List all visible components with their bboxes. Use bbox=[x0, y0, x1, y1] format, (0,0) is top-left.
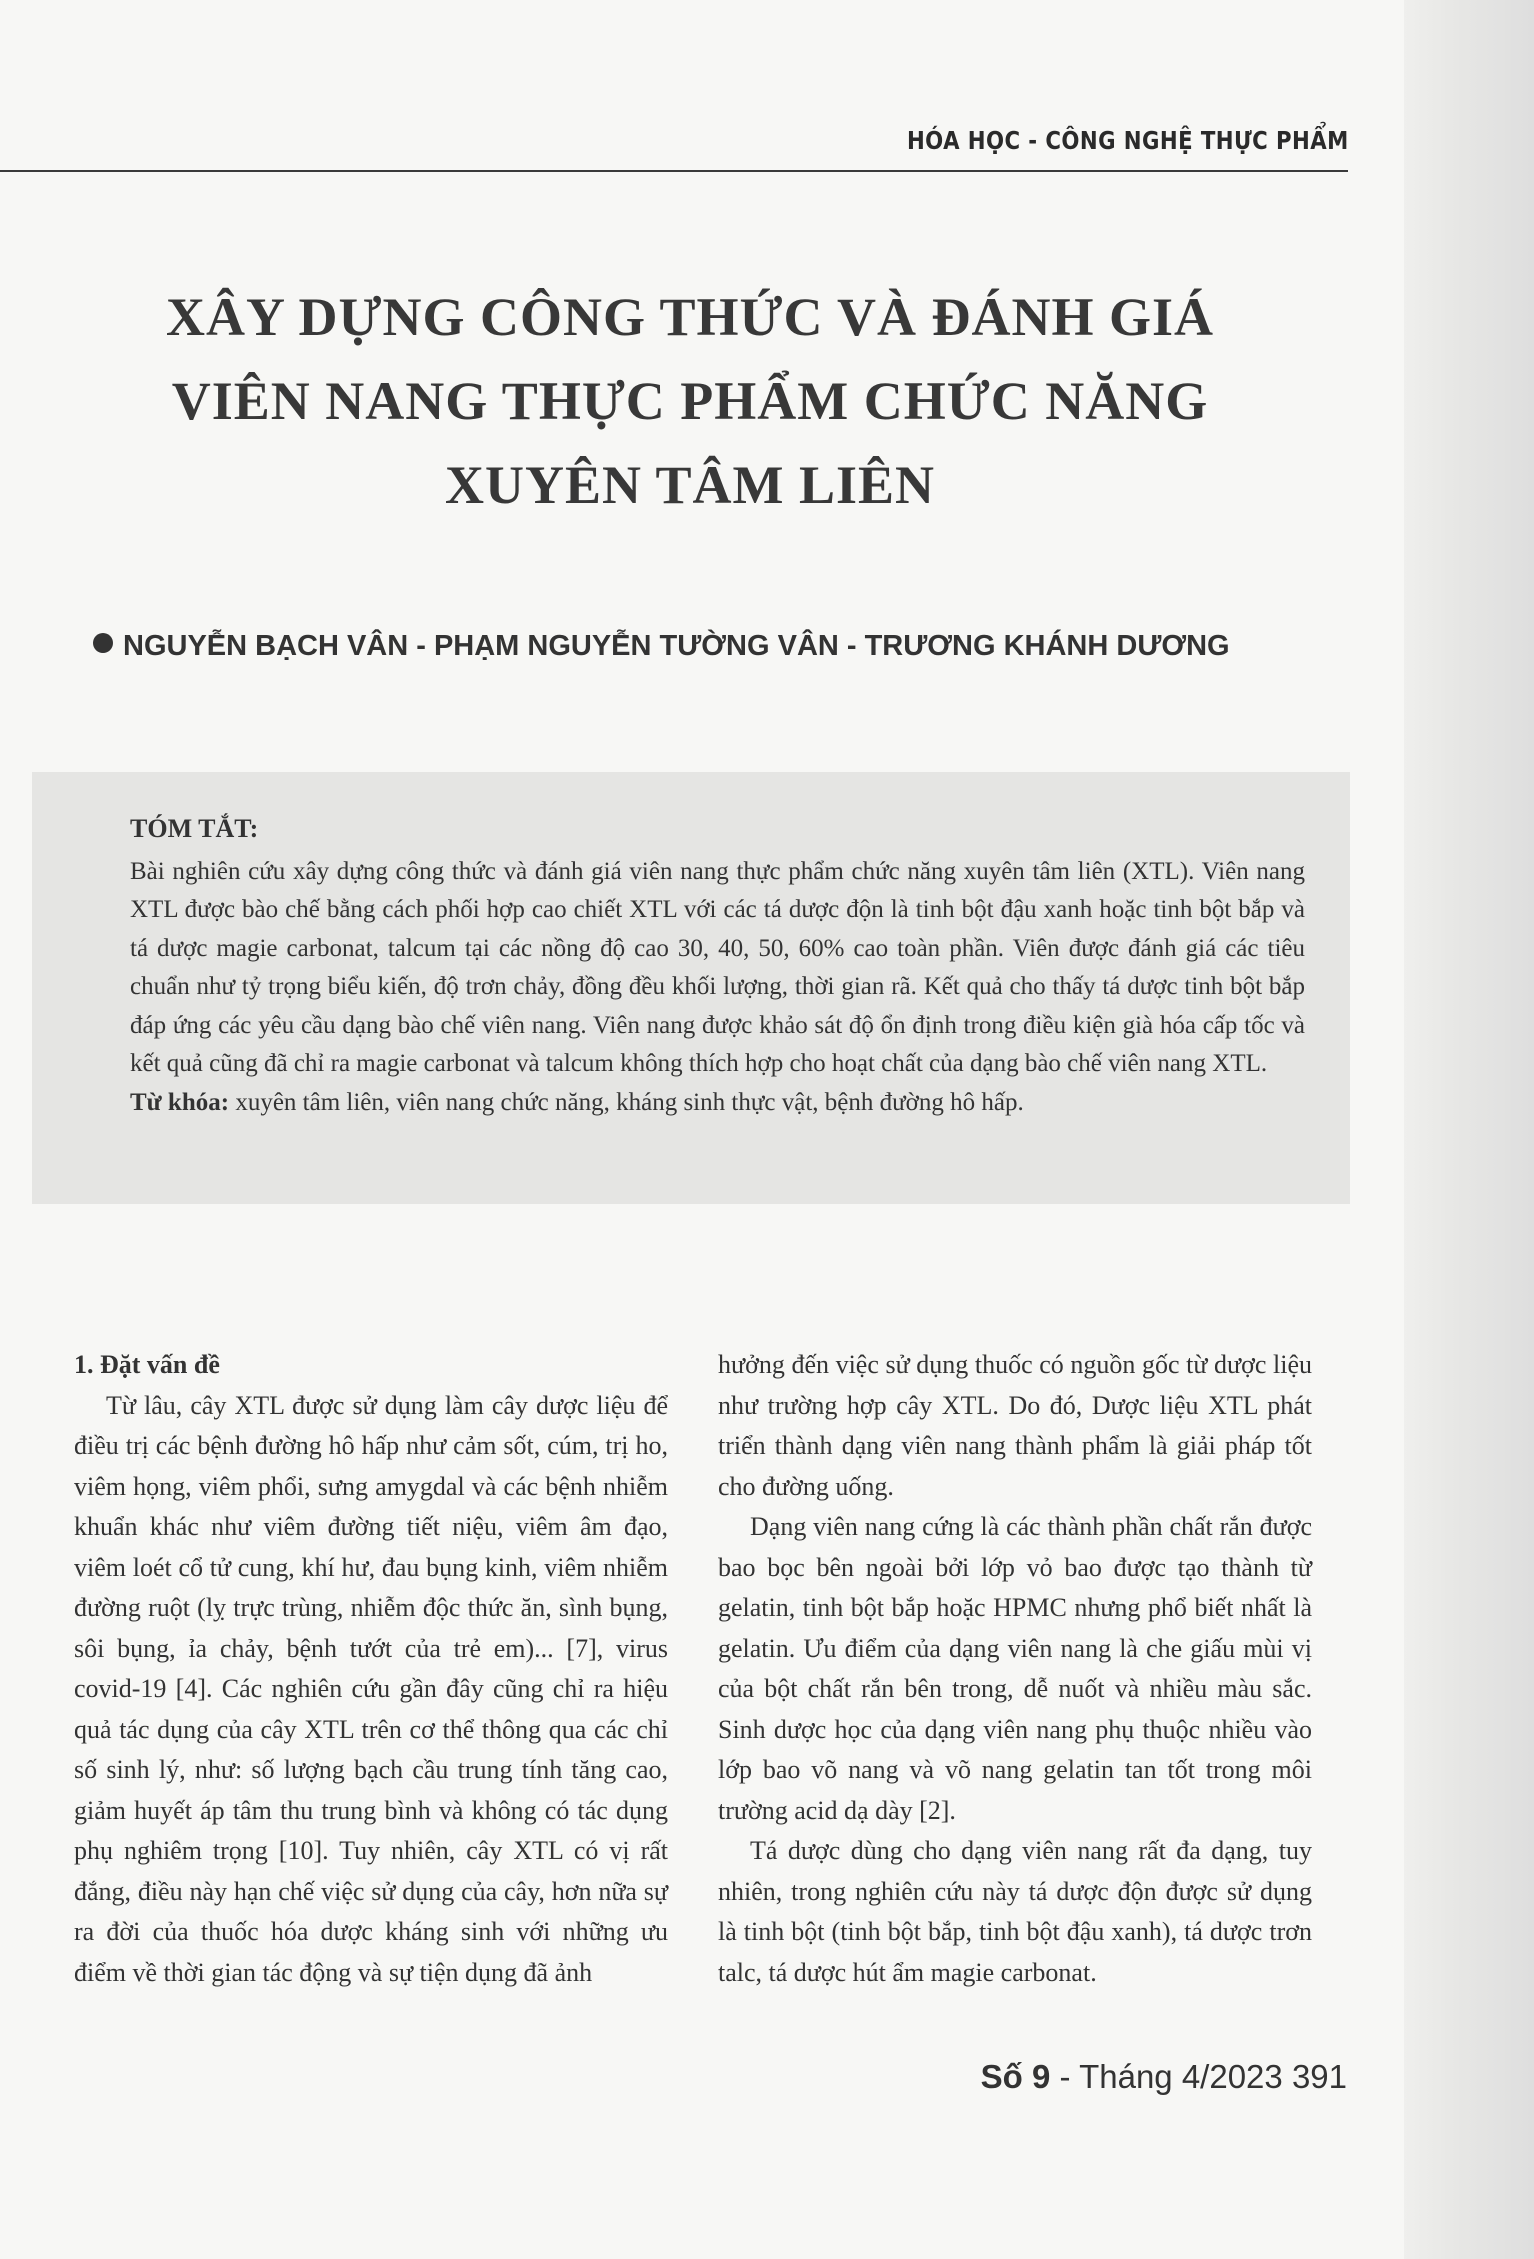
author-list bbox=[93, 630, 1343, 663]
title-line: VIÊN NANG THỰC PHẨM CHỨC NĂNG bbox=[171, 371, 1209, 431]
body-paragraph: Từ lâu, cây XTL được sử dụng làm cây dược liệu để điều trị các bệnh đường hô hấp như cảm sốt, cúm, trị ho, viêm họng, viêm phổi, sưng amygdal và các bệnh nhiễm khuẩn khác như viêm đường tiết niệu, viêm âm đạo, viêm loét cổ tử cung, khí hư, đau bụng kinh, viêm nhiễm đường ruột (lỵ trực trùng, nhiễm độc thức ăn, sình bụng, sôi bụng, ỉa chảy, bệnh tướt của trẻ em)... [7], virus covid-19 [4]. Các nghiên cứu gần đây cũng chỉ ra hiệu quả tác dụng của cây XTL trên cơ thể thông qua các chỉ số sinh lý, như: số lượng bạch cầu trung tính tăng cao, giảm huyết áp tâm thu trung bình và không có tác dụng phụ nghiêm trọng [10]. Tuy nhiên, cây XTL có vị rất đắng, điều này hạn chế việc sử dụng của cây, hơn nữa sự ra đời của thuốc hóa dược kháng sinh với những ưu điểm về thời gian tác động và sự tiện dụng đã ảnh bbox=[74, 1390, 668, 1987]
body-column-left bbox=[74, 1345, 668, 1993]
body-paragraph: Dạng viên nang cứng là các thành phần chất rắn được bao bọc bên ngoài bởi lớp vỏ bao được tạo thành từ gelatin, tinh bột bắp hoặc HPMC nhưng phổ biết nhất là gelatin. Ưu điểm của dạng viên nang là che giấu mùi vị của bột chất rắn bên trong, dễ nuốt và nhiều màu sắc. Sinh dược học của dạng viên nang phụ thuộc nhiều vào lớp bao võ nang và võ nang gelatin tan tốt trong môi trường acid dạ dày [2]. bbox=[718, 1512, 1312, 1825]
keywords-label: Từ khóa: bbox=[130, 1088, 230, 1116]
abstract-box bbox=[32, 772, 1350, 1204]
abstract-heading: TÓM TẮT: bbox=[130, 814, 259, 843]
bullet-icon bbox=[93, 633, 113, 653]
page-number: 391 bbox=[1291, 2058, 1347, 2095]
title-line: XÂY DỰNG CÔNG THỨC VÀ ĐÁNH GIÁ bbox=[165, 287, 1214, 347]
title-line: XUYÊN TÂM LIÊN bbox=[444, 455, 936, 515]
issue-date: - Tháng 4/2023 bbox=[1050, 2058, 1283, 2095]
page-edge-shadow bbox=[1404, 0, 1534, 2259]
article-title bbox=[110, 275, 1270, 527]
body-paragraph: Tá dược dùng cho dạng viên nang rất đa dạng, tuy nhiên, trong nghiên cứu này tá dược độn được sử dụng là tinh bột (tinh bột bắp, tinh bột đậu xanh), tá dược trơn talc, tá dược hút ẩm magie carbonat. bbox=[718, 1836, 1312, 1987]
abstract-content bbox=[130, 810, 1305, 1122]
body-column-right bbox=[718, 1345, 1312, 1993]
header-rule bbox=[0, 170, 1348, 172]
keywords-text: xuyên tâm liên, viên nang chức năng, kháng sinh thực vật, bệnh đường hô hấp. bbox=[235, 1088, 1024, 1116]
body-paragraph: hưởng đến việc sử dụng thuốc có nguồn gốc từ dược liệu như trường hợp cây XTL. Do đó, Dược liệu XTL phát triển thành dạng viên nang thành phẩm là giải pháp tốt cho đường uống. bbox=[718, 1350, 1312, 1501]
journal-section-label: HÓA HỌC - CÔNG NGHỆ THỰC PHẨM bbox=[907, 126, 1349, 155]
section-heading: 1. Đặt vấn đề bbox=[74, 1350, 220, 1379]
authors-text: NGUYỄN BẠCH VÂN - PHẠM NGUYỄN TƯỜNG VÂN - TRƯƠNG KHÁNH DƯƠNG bbox=[123, 630, 1230, 662]
page-footer bbox=[981, 2058, 1347, 2096]
keywords bbox=[130, 1084, 1305, 1123]
abstract-text: Bài nghiên cứu xây dựng công thức và đánh giá viên nang thực phẩm chức năng xuyên tâm liên (XTL). Viên nang XTL được bào chế bằng cách phối hợp cao chiết XTL với các tá dược độn là tinh bột đậu xanh hoặc tinh bột bắp và tá dược magie carbonat, talcum tại các nồng độ cao 30, 40, 50, 60% cao toàn phần. Viên được đánh giá các tiêu chuẩn như tỷ trọng biểu kiến, độ trơn chảy, đồng đều khối lượng, thời gian rã. Kết quả cho thấy tá dược tinh bột bắp đáp ứng các yêu cầu dạng bào chế viên nang. Viên nang được khảo sát độ ổn định trong điều kiện già hóa cấp tốc và kết quả cũng đã chỉ ra magie carbonat và talcum không thích hợp cho hoạt chất của dạng bào chế viên nang XTL. bbox=[130, 857, 1305, 1077]
issue-number: Số 9 bbox=[980, 2058, 1051, 2095]
